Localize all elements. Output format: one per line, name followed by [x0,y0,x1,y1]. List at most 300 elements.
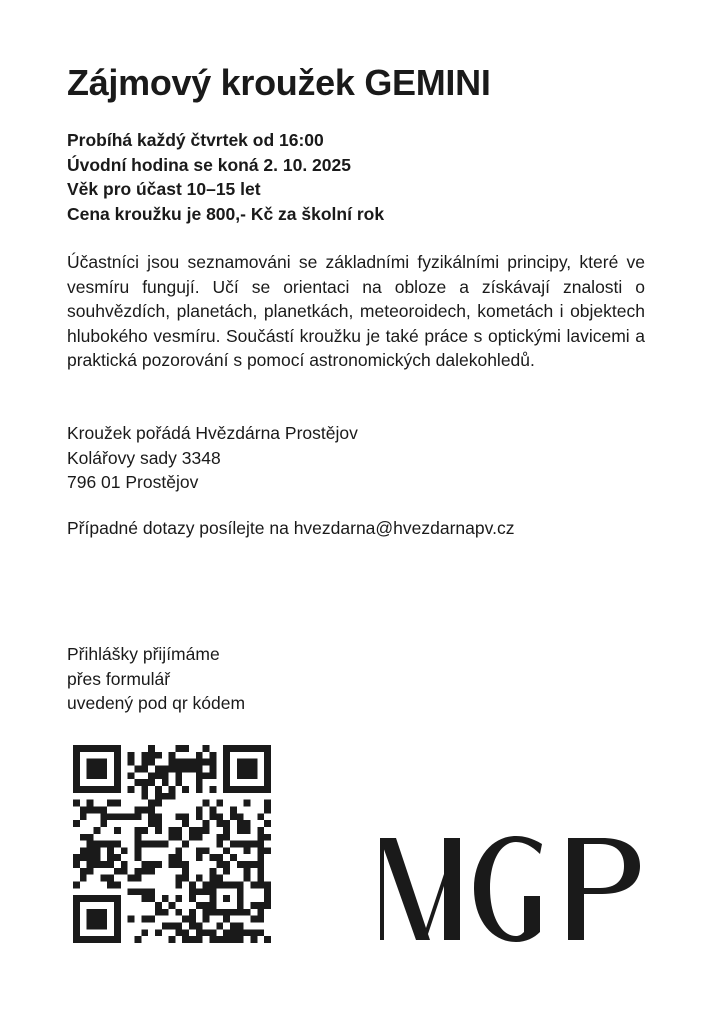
qr-module [237,841,244,848]
qr-module [257,786,264,793]
qr-module [196,834,203,841]
qr-module [80,813,87,820]
qr-module [244,765,251,772]
qr-module [223,834,230,841]
qr-module [257,868,264,875]
qr-module [237,827,244,834]
qr-module [114,936,121,943]
qr-module [257,875,264,882]
qr-module [264,806,271,813]
qr-module [182,813,189,820]
qr-module [251,745,258,752]
qr-module [155,813,162,820]
qr-module [257,854,264,861]
qr-module [223,861,230,868]
qr-module [114,841,121,848]
qr-module [134,834,141,841]
qr-module [73,909,80,916]
qr-module [141,916,148,923]
qr-module [210,752,217,759]
qr-module [100,895,107,902]
qr-module [257,813,264,820]
qr-module [114,827,121,834]
qr-module [223,882,230,889]
qr-module [155,841,162,848]
qr-module [244,820,251,827]
qr-module [182,861,189,868]
qr-module [210,909,217,916]
qr-module [182,841,189,848]
qr-module [114,772,121,779]
qr-module [264,745,271,752]
qr-module [175,779,182,786]
qr-module [210,895,217,902]
qr-module [87,800,94,807]
qr-module [80,806,87,813]
qr-module [141,888,148,895]
qr-module [216,882,223,889]
qr-module [210,888,217,895]
qr-module [189,827,196,834]
qr-module [237,909,244,916]
qr-module [107,813,114,820]
qr-module [196,875,203,882]
qr-module [210,868,217,875]
qr-module [257,834,264,841]
qr-module [141,779,148,786]
qr-module [141,752,148,759]
qr-module [230,909,237,916]
qr-module [93,916,100,923]
qr-module [148,759,155,766]
qr-module [237,820,244,827]
qr-module [210,786,217,793]
qr-module [264,820,271,827]
qr-module [100,772,107,779]
qr-module [189,834,196,841]
qr-module [93,745,100,752]
qr-module [223,745,230,752]
qr-module [100,759,107,766]
qr-module [155,765,162,772]
qr-module [169,827,176,834]
qr-module [251,882,258,889]
qr-module [114,813,121,820]
qr-module [203,888,210,895]
qr-module [257,745,264,752]
qr-module [251,841,258,848]
qr-module [244,929,251,936]
qr-module [169,752,176,759]
qr-module [223,936,230,943]
qr-module [155,861,162,868]
qr-module [155,752,162,759]
qr-module [73,902,80,909]
qr-module [230,813,237,820]
qr-module [100,745,107,752]
qr-module [189,895,196,902]
qr-module [128,888,135,895]
qr-module [73,765,80,772]
course-facts [67,128,384,226]
qr-module [128,875,135,882]
qr-module [216,841,223,848]
qr-module [237,882,244,889]
qr-module [203,745,210,752]
qr-module [93,827,100,834]
qr-module [237,772,244,779]
qr-module [182,745,189,752]
qr-module [121,861,128,868]
qr-code-graphic [73,745,271,943]
qr-module [223,916,230,923]
qr-module [264,888,271,895]
qr-module [114,882,121,889]
qr-module [134,813,141,820]
qr-module [203,772,210,779]
qr-module [93,923,100,930]
qr-module [230,745,237,752]
qr-module [107,847,114,854]
qr-module [100,909,107,916]
fact-first-lesson: Úvodní hodina se koná 2. 10. 2025 [67,154,351,175]
qr-module [128,772,135,779]
qr-module [100,806,107,813]
qr-module [114,752,121,759]
qr-module [175,765,182,772]
qr-module [251,902,258,909]
qr-module [87,834,94,841]
qr-module [134,765,141,772]
qr-module [93,765,100,772]
fact-schedule: Probíhá každý čtvrtek od 16:00 [67,130,324,150]
qr-module [148,841,155,848]
qr-module [196,779,203,786]
qr-module [100,765,107,772]
qr-module [210,854,217,861]
qr-module [93,772,100,779]
qr-module [73,923,80,930]
qr-module [264,882,271,889]
qr-module [244,861,251,868]
qr-module [251,916,258,923]
qr-module [203,847,210,854]
qr-module [216,909,223,916]
qr-module [169,834,176,841]
qr-module [100,923,107,930]
qr-module [223,820,230,827]
qr-module [251,786,258,793]
qr-module [182,916,189,923]
qr-module [175,895,182,902]
qr-module [107,895,114,902]
qr-module [73,929,80,936]
qr-module [73,752,80,759]
qr-module [114,916,121,923]
qr-module [230,923,237,930]
qr-module [203,759,210,766]
qr-module [244,827,251,834]
qr-module [182,786,189,793]
qr-module [148,800,155,807]
qr-module [264,936,271,943]
qr-module [73,861,80,868]
qr-module [73,820,80,827]
qr-module [251,772,258,779]
page-title: Zájmový kroužek GEMINI [67,62,491,103]
qr-module [87,861,94,868]
qr-module [237,745,244,752]
organizer-city: 796 01 Prostějov [67,472,199,492]
contact-email[interactable]: hvezdarna@hvezdarnapv.cz [293,518,515,538]
qr-module [196,847,203,854]
qr-module [251,936,258,943]
qr-module [244,847,251,854]
qr-module [100,936,107,943]
qr-module [264,834,271,841]
qr-module [230,806,237,813]
qr-module [182,820,189,827]
qr-module [216,834,223,841]
qr-module [87,745,94,752]
qr-module [155,772,162,779]
qr-module [141,895,148,902]
qr-module [169,793,176,800]
qr-module [155,820,162,827]
qr-module [93,806,100,813]
qr-module [257,841,264,848]
qr-module [87,841,94,848]
qr-module [237,902,244,909]
qr-module [175,929,182,936]
qr-module [73,854,80,861]
qr-module [196,923,203,930]
qr-module [100,916,107,923]
qr-module [196,827,203,834]
signup-line-3: uvedený pod qr kódem [67,693,246,713]
qr-module [175,882,182,889]
qr-module [223,895,230,902]
qr-module [100,820,107,827]
qr-module [93,759,100,766]
qr-module [182,875,189,882]
qr-module [257,827,264,834]
qr-module [114,923,121,930]
qr-module [148,745,155,752]
qr-module [87,909,94,916]
qr-module [80,895,87,902]
qr-module [196,759,203,766]
qr-module [107,786,114,793]
qr-module [182,765,189,772]
qr-module [169,902,176,909]
qr-module [114,779,121,786]
qr-module [114,786,121,793]
qr-module [216,875,223,882]
qr-module [216,923,223,930]
qr-module [223,827,230,834]
qr-module [237,923,244,930]
qr-module [128,786,135,793]
qr-module [93,861,100,868]
qr-module [264,902,271,909]
qr-module [196,752,203,759]
qr-module [257,861,264,868]
signup-line-2: přes formulář [67,668,171,689]
qr-module [87,854,94,861]
qr-module [203,820,210,827]
qr-module [73,882,80,889]
qr-module [107,745,114,752]
qr-module [148,868,155,875]
qr-module [223,909,230,916]
qr-module [114,929,121,936]
qr-module [148,779,155,786]
qr-module [73,759,80,766]
qr-module [87,786,94,793]
qr-module [230,882,237,889]
registration-qr-code[interactable] [73,745,271,943]
qr-module [93,847,100,854]
qr-module [155,786,162,793]
contact-text: Případné dotazy posílejte na [67,518,294,538]
qr-module [210,936,217,943]
qr-module [223,868,230,875]
qr-module [134,875,141,882]
qr-module [169,786,176,793]
qr-module [80,854,87,861]
qr-module [264,779,271,786]
qr-module [257,882,264,889]
qr-module [196,902,203,909]
qr-module [210,806,217,813]
qr-module [87,916,94,923]
qr-module [107,882,114,889]
qr-module [175,923,182,930]
qr-module [251,929,258,936]
qr-module [223,772,230,779]
qr-module [80,786,87,793]
qr-module [141,765,148,772]
qr-module [93,854,100,861]
qr-module [114,902,121,909]
qr-module [100,875,107,882]
qr-module [223,847,230,854]
qr-module [210,772,217,779]
qr-module [162,909,169,916]
qr-module [237,861,244,868]
qr-module [189,909,196,916]
qr-module [230,841,237,848]
qr-module [210,759,217,766]
qr-module [203,902,210,909]
qr-module [134,806,141,813]
qr-module [210,765,217,772]
qr-module [237,765,244,772]
qr-module [244,786,251,793]
qr-module [210,813,217,820]
qr-module [141,861,148,868]
qr-module [141,841,148,848]
mgp-logo [374,836,652,942]
qr-module [182,868,189,875]
qr-module [80,868,87,875]
qr-module [216,800,223,807]
qr-module [155,902,162,909]
qr-module [73,779,80,786]
organizer-name: Kroužek pořádá Hvězdárna Prostějov [67,423,358,443]
qr-module [107,936,114,943]
qr-module [141,868,148,875]
qr-module [257,909,264,916]
qr-module [264,765,271,772]
qr-module [175,834,182,841]
qr-module [100,841,107,848]
qr-module [148,772,155,779]
qr-module [196,813,203,820]
qr-module [175,745,182,752]
qr-module [114,909,121,916]
qr-module [244,759,251,766]
qr-module [169,936,176,943]
qr-module [182,759,189,766]
qr-module [107,875,114,882]
qr-module [257,847,264,854]
qr-module [141,929,148,936]
qr-module [203,909,210,916]
qr-module [155,909,162,916]
qr-module [237,786,244,793]
qr-module [93,841,100,848]
qr-module [216,813,223,820]
qr-module [223,786,230,793]
qr-module [87,936,94,943]
qr-module [264,759,271,766]
qr-module [196,888,203,895]
qr-module [182,936,189,943]
qr-module [244,909,251,916]
qr-module [264,772,271,779]
qr-module [237,759,244,766]
qr-module [264,895,271,902]
qr-module [148,895,155,902]
qr-module [148,861,155,868]
qr-module [134,854,141,861]
qr-module [210,902,217,909]
qr-module [128,813,135,820]
qr-module [114,765,121,772]
qr-module [189,882,196,889]
qr-module [169,759,176,766]
qr-module [114,745,121,752]
qr-module [134,847,141,854]
signup-note [67,642,245,716]
qr-module [175,759,182,766]
fact-age: Věk pro účast 10–15 let [67,179,261,199]
qr-module [128,916,135,923]
qr-module [73,800,80,807]
qr-module [196,929,203,936]
qr-module [134,888,141,895]
qr-module [128,752,135,759]
qr-module [175,813,182,820]
qr-module [175,847,182,854]
qr-module [244,800,251,807]
qr-module [162,841,169,848]
qr-module [87,868,94,875]
qr-module [203,929,210,936]
qr-module [175,861,182,868]
